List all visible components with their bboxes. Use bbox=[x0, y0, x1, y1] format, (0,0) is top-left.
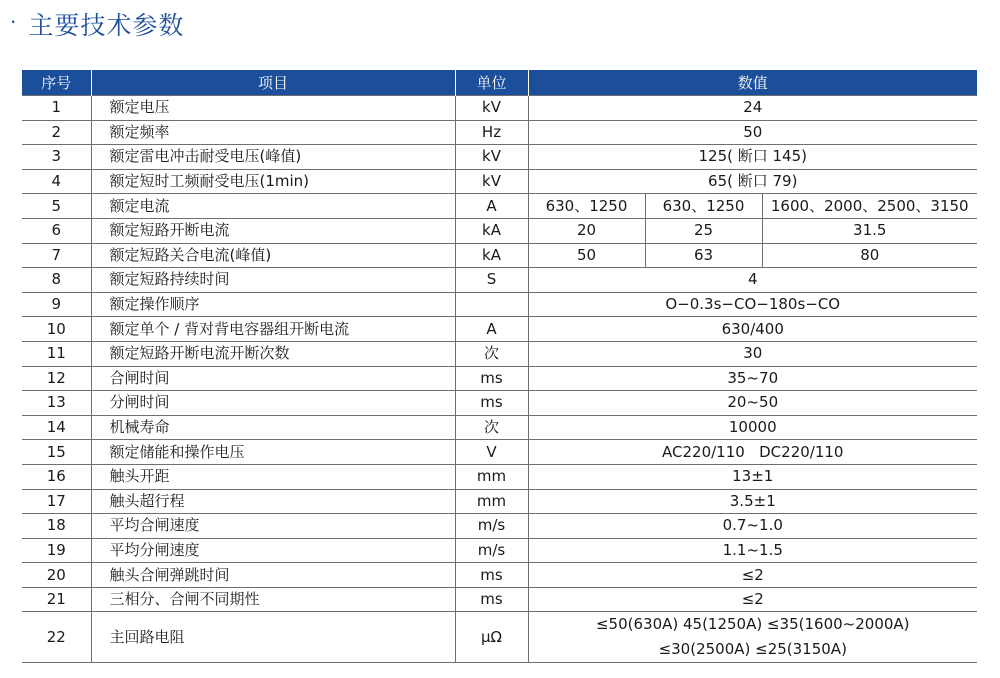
table-row bbox=[22, 587, 977, 612]
header-value: 数值 bbox=[528, 70, 977, 96]
row-unit bbox=[455, 292, 528, 317]
header-unit: 单位 bbox=[455, 70, 528, 96]
row-value: O−0.3s−CO−180s−CO bbox=[528, 292, 977, 317]
row-number: 10 bbox=[22, 317, 91, 342]
row-number: 12 bbox=[22, 366, 91, 391]
row-value-b: 25 bbox=[645, 218, 762, 243]
table-row bbox=[22, 292, 977, 317]
table-row bbox=[22, 120, 977, 145]
row-item: 额定操作顺序 bbox=[91, 292, 455, 317]
row-unit: Hz bbox=[455, 120, 528, 145]
row-number: 3 bbox=[22, 145, 91, 170]
row-item: 平均分闸速度 bbox=[91, 538, 455, 563]
row-unit: m/s bbox=[455, 514, 528, 539]
row-unit: kA bbox=[455, 243, 528, 268]
row-number: 11 bbox=[22, 341, 91, 366]
row-value: AC220/110 DC220/110 bbox=[528, 440, 977, 465]
row-number: 20 bbox=[22, 563, 91, 588]
row-unit: kA bbox=[455, 218, 528, 243]
table-row bbox=[22, 489, 977, 514]
table-row bbox=[22, 317, 977, 342]
row-value-c: 80 bbox=[762, 243, 977, 268]
row-number: 1 bbox=[22, 96, 91, 121]
row-number: 7 bbox=[22, 243, 91, 268]
row-number: 13 bbox=[22, 391, 91, 416]
row-item: 额定频率 bbox=[91, 120, 455, 145]
row-item: 触头超行程 bbox=[91, 489, 455, 514]
row-value: 13±1 bbox=[528, 464, 977, 489]
table-row bbox=[22, 612, 977, 663]
table-row bbox=[22, 440, 977, 465]
row-item: 平均合闸速度 bbox=[91, 514, 455, 539]
row-item: 触头合闸弹跳时间 bbox=[91, 563, 455, 588]
spec-table bbox=[22, 70, 977, 663]
table-row bbox=[22, 268, 977, 293]
row-unit: kV bbox=[455, 169, 528, 194]
row-value-b: 63 bbox=[645, 243, 762, 268]
row-value-a: 630、1250 bbox=[528, 194, 645, 219]
table-row bbox=[22, 145, 977, 170]
row-unit: m/s bbox=[455, 538, 528, 563]
row-value bbox=[528, 612, 977, 663]
row-value: ≤2 bbox=[528, 587, 977, 612]
row-item: 额定电流 bbox=[91, 194, 455, 219]
header-no: 序号 bbox=[22, 70, 91, 96]
row-unit: kV bbox=[455, 96, 528, 121]
row-unit: ms bbox=[455, 563, 528, 588]
row-number: 14 bbox=[22, 415, 91, 440]
row-value: 50 bbox=[528, 120, 977, 145]
row-value: 65( 断口 79) bbox=[528, 169, 977, 194]
table-header-row bbox=[22, 70, 977, 96]
row-unit: 次 bbox=[455, 341, 528, 366]
row-number: 15 bbox=[22, 440, 91, 465]
table-row bbox=[22, 96, 977, 121]
row-unit: 次 bbox=[455, 415, 528, 440]
row-unit: V bbox=[455, 440, 528, 465]
row-item: 额定雷电冲击耐受电压(峰值) bbox=[91, 145, 455, 170]
row-unit: μΩ bbox=[455, 612, 528, 663]
table-row bbox=[22, 514, 977, 539]
table-row bbox=[22, 169, 977, 194]
table-row bbox=[22, 243, 977, 268]
row-number: 22 bbox=[22, 612, 91, 663]
page-title: 主要技术参数 bbox=[28, 11, 185, 40]
row-item: 额定储能和操作电压 bbox=[91, 440, 455, 465]
row-number: 5 bbox=[22, 194, 91, 219]
row-number: 6 bbox=[22, 218, 91, 243]
row-value-b: 630、1250 bbox=[645, 194, 762, 219]
row-value: 20~50 bbox=[528, 391, 977, 416]
row-value-c: 1600、2000、2500、3150 bbox=[762, 194, 977, 219]
row-item: 主回路电阻 bbox=[91, 612, 455, 663]
row-value: 630/400 bbox=[528, 317, 977, 342]
row-number: 2 bbox=[22, 120, 91, 145]
header-item: 项目 bbox=[91, 70, 455, 96]
row-number: 16 bbox=[22, 464, 91, 489]
row-value-line: ≤30(2500A) ≤25(3150A) bbox=[658, 640, 847, 659]
row-unit: mm bbox=[455, 489, 528, 514]
row-value: 125( 断口 145) bbox=[528, 145, 977, 170]
row-number: 4 bbox=[22, 169, 91, 194]
row-unit: ms bbox=[455, 587, 528, 612]
table-row bbox=[22, 391, 977, 416]
table-row bbox=[22, 218, 977, 243]
bullet-dot: · bbox=[10, 10, 17, 34]
row-value-a: 20 bbox=[528, 218, 645, 243]
row-value-line: ≤50(630A) 45(1250A) ≤35(1600~2000A) bbox=[595, 615, 910, 634]
row-item: 额定短路开断电流 bbox=[91, 218, 455, 243]
row-unit: kV bbox=[455, 145, 528, 170]
row-item: 三相分、合闸不同期性 bbox=[91, 587, 455, 612]
row-item: 触头开距 bbox=[91, 464, 455, 489]
table-row bbox=[22, 538, 977, 563]
row-value: 30 bbox=[528, 341, 977, 366]
row-value: 3.5±1 bbox=[528, 489, 977, 514]
row-value: ≤2 bbox=[528, 563, 977, 588]
row-value: 24 bbox=[528, 96, 977, 121]
row-item: 分闸时间 bbox=[91, 391, 455, 416]
table-row bbox=[22, 415, 977, 440]
row-item: 额定短时工频耐受电压(1min) bbox=[91, 169, 455, 194]
row-unit: ms bbox=[455, 366, 528, 391]
row-value-c: 31.5 bbox=[762, 218, 977, 243]
row-number: 18 bbox=[22, 514, 91, 539]
row-item: 额定短路关合电流(峰值) bbox=[91, 243, 455, 268]
row-value: 10000 bbox=[528, 415, 977, 440]
row-value: 35~70 bbox=[528, 366, 977, 391]
row-number: 17 bbox=[22, 489, 91, 514]
row-unit: A bbox=[455, 317, 528, 342]
row-number: 9 bbox=[22, 292, 91, 317]
row-item: 额定短路持续时间 bbox=[91, 268, 455, 293]
table-row bbox=[22, 464, 977, 489]
row-unit: ms bbox=[455, 391, 528, 416]
page-heading bbox=[10, 4, 184, 44]
row-item: 额定单个 / 背对背电容器组开断电流 bbox=[91, 317, 455, 342]
table-row bbox=[22, 341, 977, 366]
row-item: 额定短路开断电流开断次数 bbox=[91, 341, 455, 366]
row-item: 合闸时间 bbox=[91, 366, 455, 391]
row-unit: S bbox=[455, 268, 528, 293]
table-row bbox=[22, 194, 977, 219]
row-value-a: 50 bbox=[528, 243, 645, 268]
row-unit: mm bbox=[455, 464, 528, 489]
row-number: 19 bbox=[22, 538, 91, 563]
row-value: 1.1~1.5 bbox=[528, 538, 977, 563]
row-unit: A bbox=[455, 194, 528, 219]
row-item: 额定电压 bbox=[91, 96, 455, 121]
row-number: 8 bbox=[22, 268, 91, 293]
row-value: 0.7~1.0 bbox=[528, 514, 977, 539]
row-item: 机械寿命 bbox=[91, 415, 455, 440]
table-row bbox=[22, 366, 977, 391]
row-value: 4 bbox=[528, 268, 977, 293]
table-row bbox=[22, 563, 977, 588]
row-number: 21 bbox=[22, 587, 91, 612]
